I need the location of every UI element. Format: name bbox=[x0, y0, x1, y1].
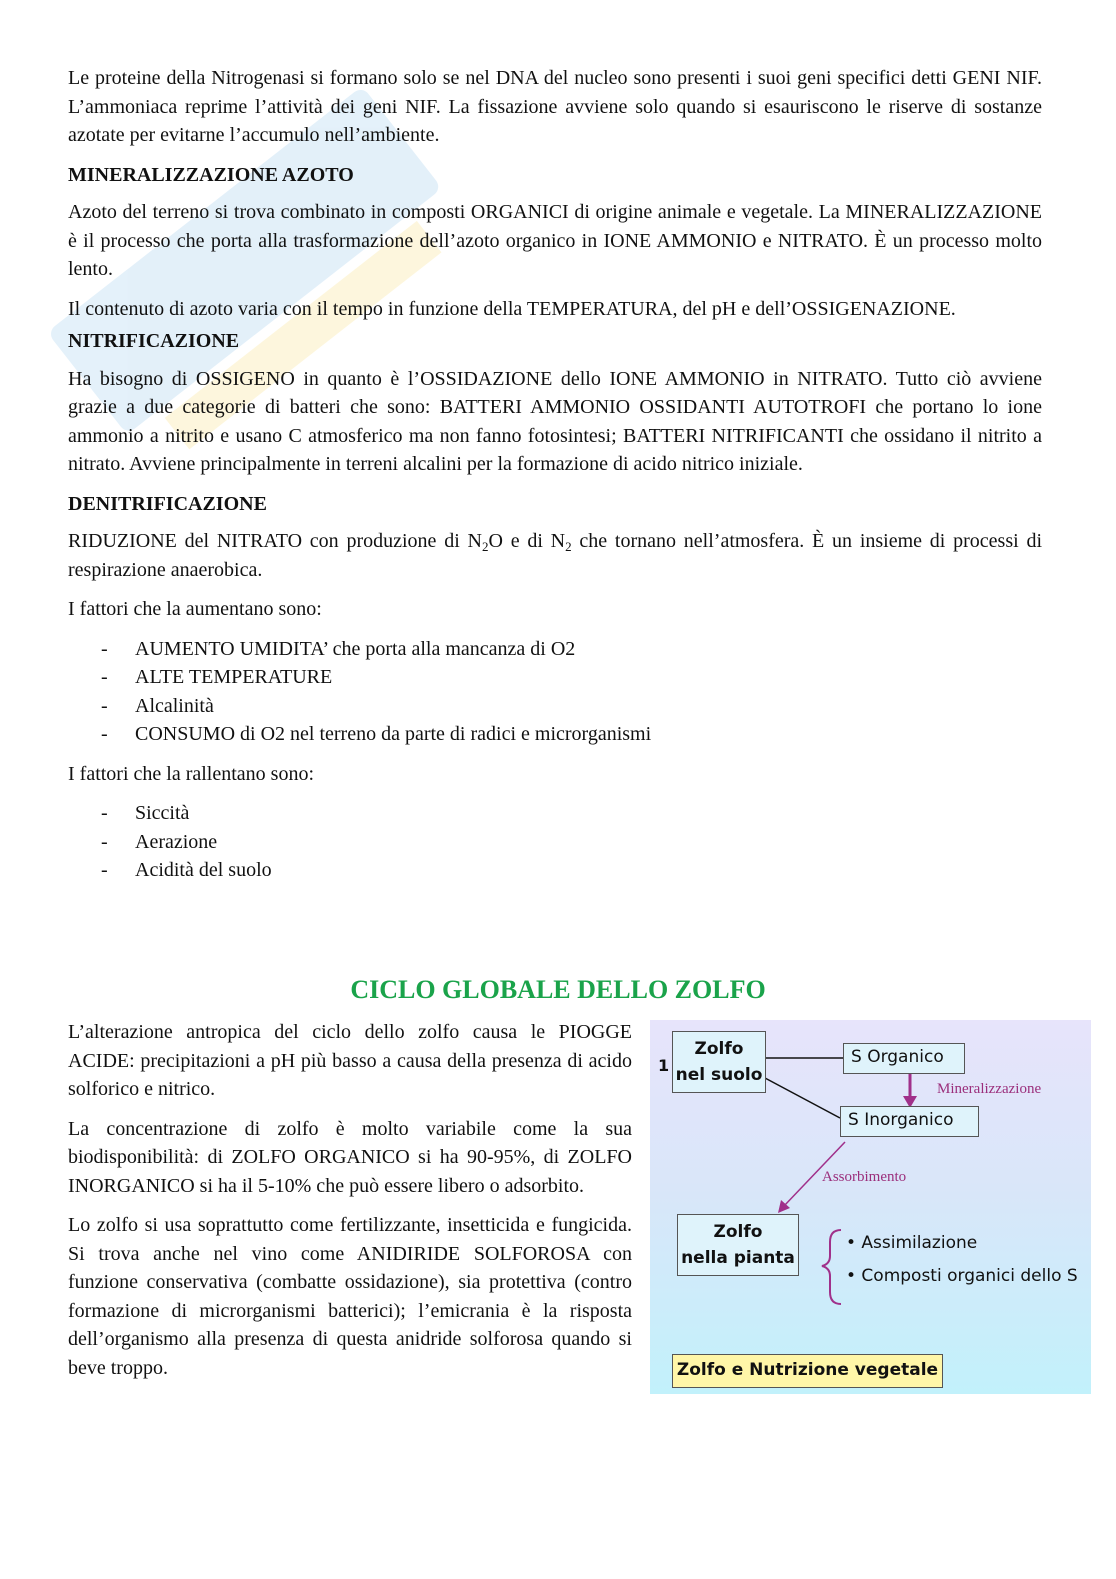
heading-denitrificazione: DENITRIFICAZIONE bbox=[68, 492, 267, 515]
heading-mineralizzazione: MINERALIZZAZIONE AZOTO bbox=[68, 163, 354, 186]
bullet-composti-organici: • Composti organici dello S bbox=[846, 1266, 1078, 1286]
diagram-number: 1 bbox=[658, 1056, 670, 1075]
intro-paragraph: Le proteine della Nitrogenasi si formano solo se nel DNA del nucleo sono presenti i suoi geni specifici detti GENI NIF. L’ammoniaca reprime l’attività dei geni NIF. La fissazione avviene solo quando si esauriscono le riserve di sostanze azotate per evitarne l’accumulo nell’ambiente. bbox=[68, 67, 1042, 146]
diagram-caption: Zolfo e Nutrizione vegetale bbox=[672, 1354, 943, 1388]
list-item: - Acidità del suolo bbox=[68, 856, 1042, 885]
aumentano-list bbox=[68, 635, 1042, 749]
label-assorbimento: Assorbimento bbox=[822, 1169, 907, 1185]
bullet-assimilazione: • Assimilazione bbox=[846, 1233, 978, 1253]
zolfo-p1: L’alterazione antropica del ciclo dello zolfo causa le PIOGGE ACIDE: precipitazioni a pH più basso a causa della presenza di acido solforico e nitrico. bbox=[68, 1021, 632, 1100]
list-item: - CONSUMO di O2 nel terreno da parte di radici e microrganismi bbox=[68, 720, 1042, 749]
box-zolfo-pianta: Zolfo nella pianta bbox=[677, 1214, 799, 1276]
nitrificazione-p1: Ha bisogno di OSSIGENO in quanto è l’OSSIDAZIONE dello IONE AMMONIO in NITRATO. Tutto ciò avviene grazie a due categorie di batteri che sono: BATTERI AMMONIO OSSIDANTI AUTOTROFI che portano lo ione ammonio a nitrito e usano C atmosferico ma non fanno fotosintesi; BATTERI NITRIFICANTI che ossidano il nitrito a nitrato. Avviene principalmente in terreni alcalini per la formazione di acido nitrico iniziale. bbox=[68, 367, 1042, 475]
mineralizzazione-p2: Il contenuto di azoto varia con il tempo in funzione della TEMPERATURA, del pH e dell’OSSIGENAZIONE. bbox=[68, 297, 956, 320]
aumentano-intro: I fattori che la aumentano sono: bbox=[68, 598, 322, 620]
heading-nitrificazione: NITRIFICAZIONE bbox=[68, 330, 240, 352]
list-item: - ALTE TEMPERATURE bbox=[68, 663, 1042, 692]
zolfo-p2: La concentrazione di zolfo è molto variabile come la sua biodisponibilità: di ZOLFO ORGANICO si ha 90-95%, di ZOLFO INORGANICO si ha il 5-10% che può essere libero o adsorbito. bbox=[68, 1117, 632, 1197]
list-item: - Siccità bbox=[68, 799, 1042, 828]
denitrificazione-p1: RIDUZIONE del NITRATO con produzione di $N_2O$ e di $N_2$ che tornano nell’atmosfera. È un insieme di processi di respirazione anaerobica. bbox=[68, 530, 1042, 581]
list-item: - Aerazione bbox=[68, 828, 1042, 857]
list-item: - AUMENTO UMIDITA’ che porta alla mancanza di O2 bbox=[68, 635, 1042, 664]
list-item: - Alcalinità bbox=[68, 692, 1042, 721]
box-s-organico: S Organico bbox=[843, 1043, 965, 1074]
sulfur-cycle-diagram bbox=[650, 1020, 1091, 1394]
section-title-zolfo: CICLO GLOBALE DELLO ZOLFO bbox=[350, 975, 766, 1004]
mineralizzazione-p1: Azoto del terreno si trova combinato in composti ORGANICI di origine animale e vegetale. La MINERALIZZAZIONE è il processo che porta alla trasformazione dell’azoto organico in IONE AMMONIO e NITRATO. È un processo molto lento. bbox=[68, 201, 1042, 280]
box-zolfo-suolo: Zolfo nel suolo bbox=[672, 1031, 766, 1093]
label-mineralizzazione: Mineralizzazione bbox=[937, 1081, 1042, 1097]
box-s-inorganico: S Inorganico bbox=[840, 1106, 979, 1137]
rallentano-intro: I fattori che la rallentano sono: bbox=[68, 762, 315, 785]
rallentano-list bbox=[68, 799, 1042, 885]
zolfo-p3: Lo zolfo si usa soprattutto come fertilizzante, insetticida e fungicida. Si trova anche nel vino come ANIDIRIDE SOLFOROSA con funzione conservativa (combatte ossidazione), sia protettiva (contro formazione di microrganismi batterici); l’emicrania è la risposta dell’organismo alla presenza di questa anidride solforosa quando si beve troppo. bbox=[68, 1214, 632, 1379]
